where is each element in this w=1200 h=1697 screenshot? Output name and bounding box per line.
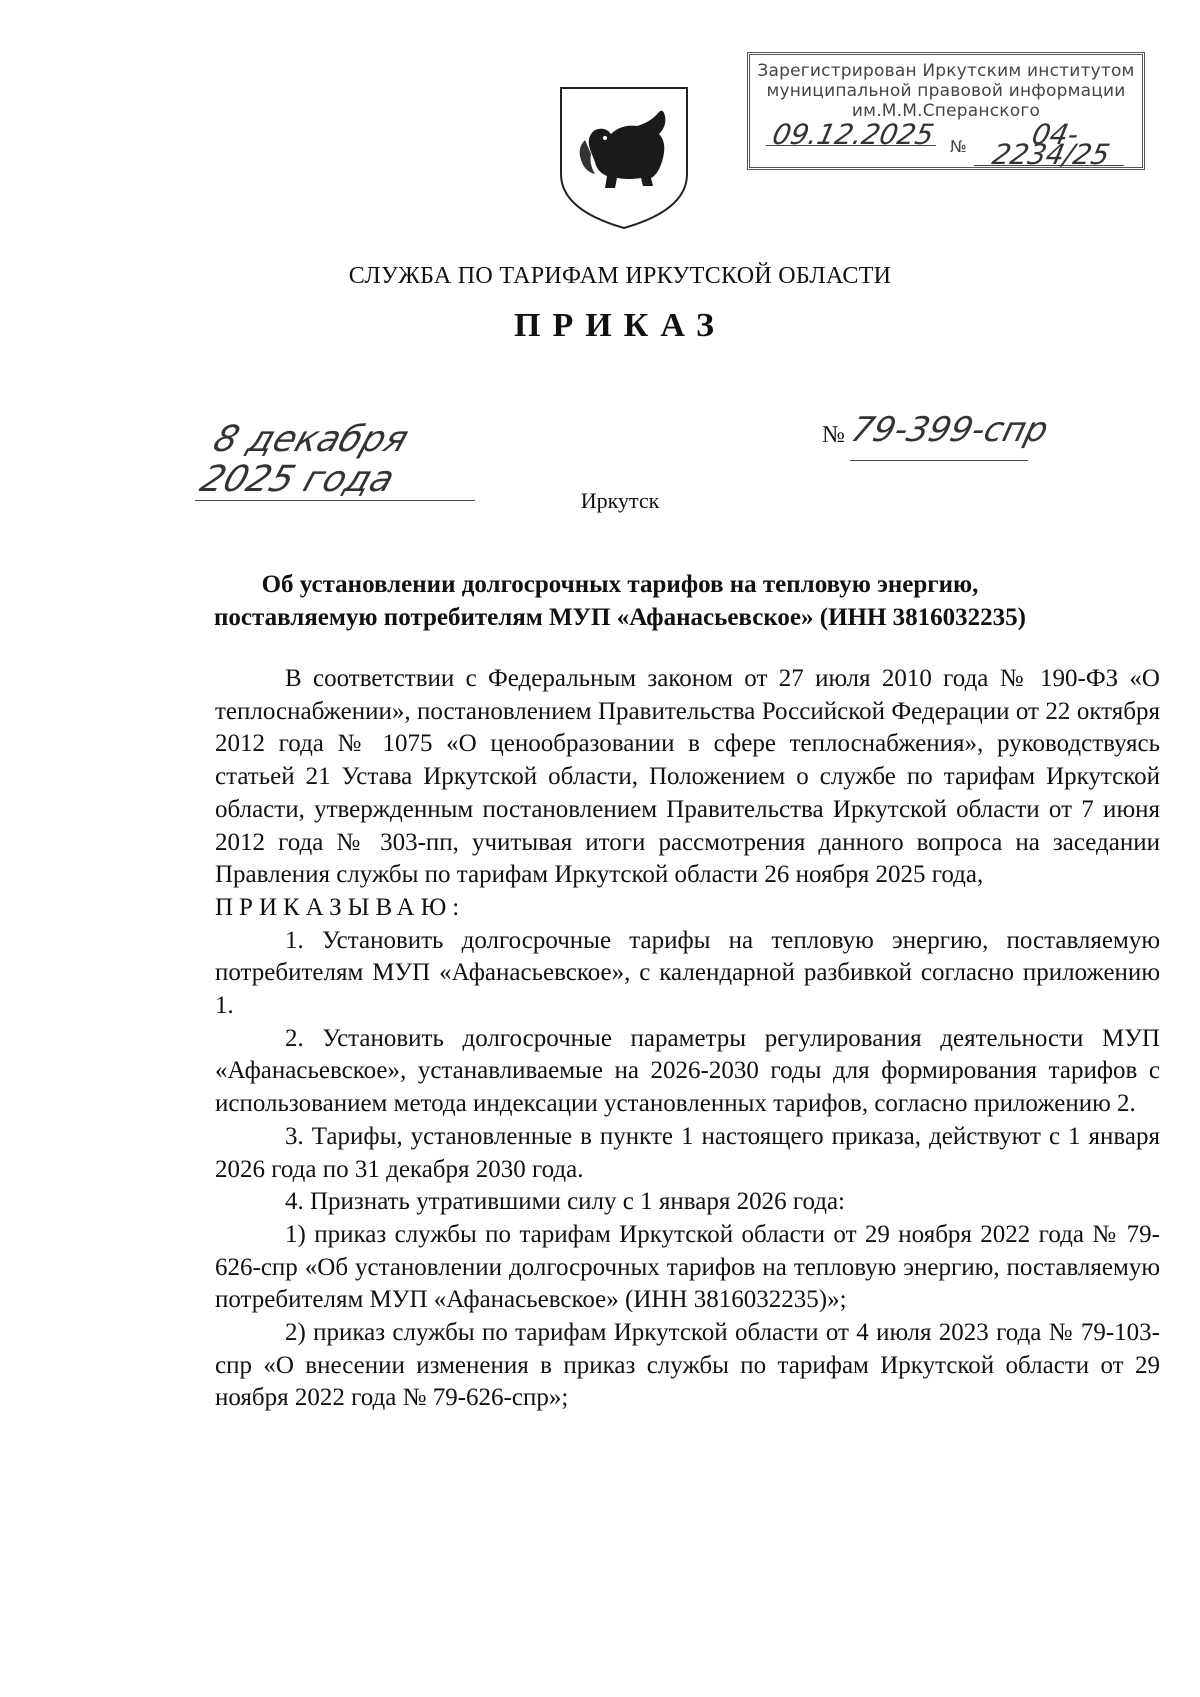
stamp-number-label: № [950,137,967,156]
preamble-paragraph: В соответствии с Федеральным законом от 27 июля 2010 года № 190-ФЗ «О теплоснабжении», постановлением Правительства Российской Федерации от 22 октября 2012 года № 1075 «О ценообразовании в сфере теплоснабжения», руководствуясь статьей 21 Устава Иркутской области, Положением о службе по тарифам Иркутской области, утвержденным постановлением Правительства Иркутской области от 7 июня 2012 года № 303-пп, учитывая итоги рассмотрения данного вопроса на заседании Правления службы по тарифам Иркутской области 26 ноября 2025 года, [215,665,1160,889]
item-1-paragraph: 1. Установить долгосрочные тарифы на тепловую энергию, поставляемую потребителям МУП «Афанасьевское», с календарной разбивкой согласно приложению 1. [215,926,1160,1020]
order-number-handwritten: 79-399-спр [847,410,1053,450]
title-line-1: Об установлении долгосрочных тарифов на тепловую энергию, [261,571,979,598]
stamp-line-3: им.М.М.Сперанского [851,101,1041,121]
city-name: Иркутск [580,488,660,513]
item-4-paragraph: 4. Признать утратившими силу с 1 января 2026 года: [285,1188,845,1216]
stamp-number-handwritten: 04-2234/25 [974,125,1133,166]
order-date-handwritten: 8 декабря 2025 года [195,420,501,501]
title-line-2: поставляемую потребителям МУП «Афанасьевское» (ИНН 3816032235) [214,604,1026,631]
item-4-1-paragraph: 1) приказ службы по тарифам Иркутской области от 29 ноября 2022 года № 79-626-спр «Об установлении долгосрочных тарифов на тепловую энергию, поставляемую потребителям МУП «Афанасьевское» (ИНН 3816032235)»; [215,1220,1160,1314]
item-4-2-paragraph: 2) приказ службы по тарифам Иркутской области от 4 июля 2023 года № 79-103-спр «О внесении изменения в приказ службы по тарифам Иркутской области от 29 ноября 2022 года № 79-626-спр»; [215,1319,1160,1412]
stamp-date-handwritten: 09.12.2025 [766,125,940,146]
order-number-label: № [822,422,845,448]
agency-name: СЛУЖБА ПО ТАРИФАМ ИРКУТСКОЙ ОБЛАСТИ [348,263,892,289]
registration-stamp [747,52,1145,170]
document-title [150,568,1090,634]
order-number-underline [850,460,1028,461]
coat-of-arms-icon [555,82,693,230]
document-body [215,663,1160,1415]
stamp-line-2: муниципальной правовой информации [766,81,1126,101]
order-word: ПРИКАЗЫВАЮ: [215,893,466,921]
stamp-line-1: Зарегистрирован Иркутским институтом [757,61,1135,81]
item-3-paragraph: 3. Тарифы, установленные в пункте 1 настоящего приказа, действуют с 1 января 2026 года по 31 декабря 2030 года. [215,1122,1160,1183]
document-type: ПРИКАЗ [514,307,726,344]
item-2-paragraph: 2. Установить долгосрочные параметры регулирования деятельности МУП «Афанасьевское», устанавливаемые на 2026-2030 годы для формирования тарифов с использованием метода индексации установленных тарифов, согласно приложению 2. [215,1024,1160,1118]
stamp-registration-row [760,118,1132,171]
